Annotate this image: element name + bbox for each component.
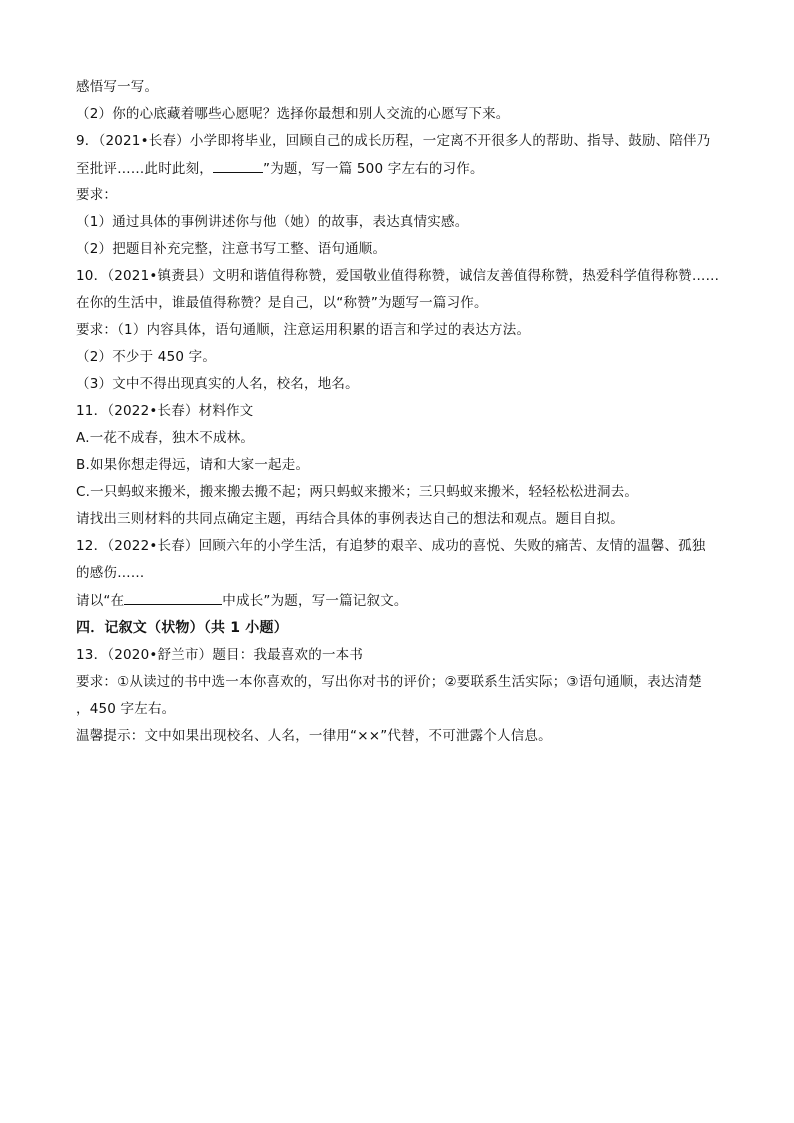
text-line: （3）文中不得出现真实的人名，校名，地名。 [76,376,359,392]
question-9-line-2 [76,158,736,179]
text-line: 请找出三则材料的共同点确定主题，再结合具体的事例表达自己的想法和观点。题目自拟。 [76,511,624,527]
question-13-title: 13．（2020•舒兰市）题目：我最喜欢的一本书 [76,647,364,663]
section-heading: 四．记叙文（状物）（共 1 小题） [76,620,288,636]
text-line: ，450 字左右。 [76,701,176,717]
text-segment: ”为题，写一篇 500 字左右的习作。 [263,161,484,177]
question-12-line-1: 12．（2022•长春）回顾六年的小学生活，有追梦的艰辛、成功的喜悦、失败的痛苦、友情的温馨、孤独 [76,538,706,554]
text-line: 要求： [76,187,118,203]
material-b: B.如果你想走得远，请和大家一起走。 [76,457,310,473]
text-segment: 中成长”为题，写一篇记叙文。 [222,593,408,609]
text-line: （1）通过具体的事例讲述你与他（她）的故事，表达真情实感。 [76,214,469,230]
fill-in-blank [213,158,263,173]
question-11-title: 11．（2022•长春）材料作文 [76,403,254,419]
text-segment: 请以“在 [76,593,125,609]
text-line: 感悟写一写。 [76,79,159,95]
text-line: （2）把题目补充完整，注意书写工整、语句通顺。 [76,241,387,257]
question-9-line-1: 9．（2021•长春）小学即将毕业，回顾自己的成长历程，一定离不开很多人的帮助、指导、鼓励、陪伴乃 [76,133,711,149]
text-segment: 至批评……此时此刻， [76,161,213,177]
text-line: 要求：（1）内容具体，语句通顺，注意运用积累的语言和学过的表达方法。 [76,322,531,338]
fill-in-blank [124,590,222,605]
text-line: （2）你的心底藏着哪些心愿呢？选择你最想和别人交流的心愿写下来。 [76,106,510,122]
text-line: 的感伤…… [76,565,145,581]
material-a: A.一花不成春，独木不成林。 [76,430,255,446]
question-12-prompt [76,590,736,611]
material-c: C.一只蚂蚁来搬米，搬来搬去搬不起；两只蚂蚁来搬米；三只蚂蚁来搬米，轻轻松松进洞去。 [76,484,639,500]
text-line: 要求：①从读过的书中选一本你喜欢的，写出你对书的评价；②要联系生活实际；③语句通顺，表达清楚 [76,674,703,690]
text-line: （2）不少于 450 字。 [76,349,217,365]
text-line: 温馨提示：文中如果出现校名、人名，一律用“××”代替，不可泄露个人信息。 [76,728,552,744]
question-10-line-1: 10．（2021•镇赉县）文明和谐值得称赞，爱国敬业值得称赞，诚信友善值得称赞，热爱科学值得称赞…… [76,268,720,284]
text-line: 在你的生活中，谁最值得称赞？是自己，以“称赞”为题写一篇习作。 [76,295,488,311]
